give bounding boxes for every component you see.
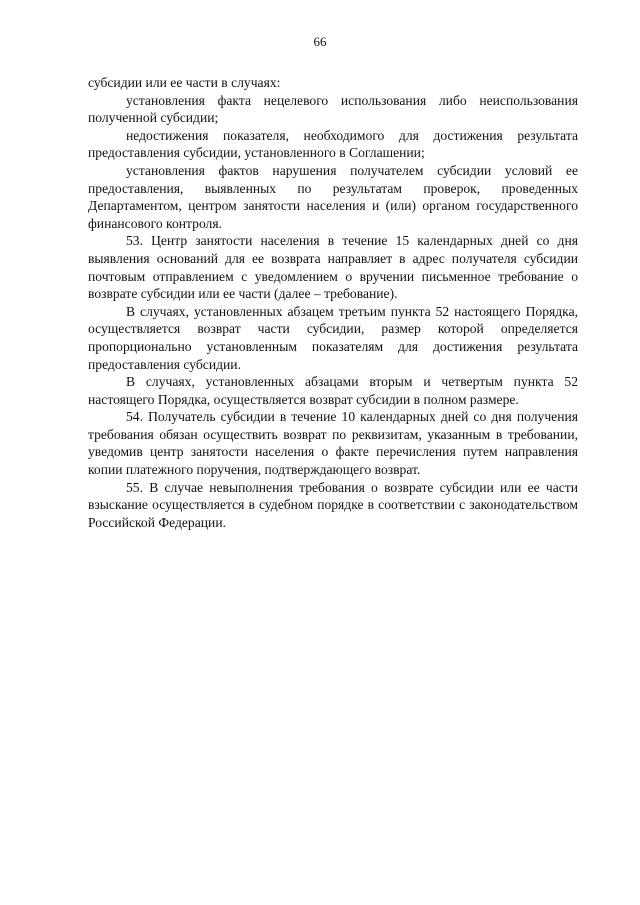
document-body <box>88 74 578 531</box>
paragraph-full-return: В случаях, установленных абзацами вторым и четвертым пункта 52 настоящего Порядка, осуществляется возврат субсидии в полном размере. <box>88 374 578 407</box>
paragraph-cases-intro: субсидии или ее части в случаях: <box>88 75 281 90</box>
paragraph-clause-55: 55. В случае невыполнения требования о возврате субсидии или ее части взыскание осуществляется в судебном порядке в соответствии с законодательством Российской Федерации. <box>88 479 578 530</box>
paragraph-violations: установления фактов нарушения получателем субсидии условий ее предоставления, выявленных по результатам проверок, проведенных Департаментом, центром занятости населения и (или) органом государственного финансового контроля. <box>88 162 578 231</box>
paragraph-indicator-not-achieved: недостижения показателя, необходимого для достижения результата предоставления субсидии, установленного в Соглашении; <box>88 127 578 161</box>
paragraph-partial-return: В случаях, установленных абзацем третьим пункта 52 настоящего Порядка, осуществляется возврат части субсидии, размер которой определяется пропорционально установленным показателям для достижения результата предоставления субсидии. <box>88 303 578 372</box>
paragraph-clause-54: 54. Получатель субсидии в течение 10 календарных дней со дня получения требования обязан осуществить возврат по реквизитам, указанным в требовании, уведомив центр занятости населения о факте перечисления путем направления копии платежного поручения, подтверждающего возврат. <box>88 409 578 478</box>
paragraph-misuse: установления факта нецелевого использования либо неиспользования полученной субсидии; <box>88 92 578 126</box>
page-number: 66 <box>313 34 327 49</box>
paragraph-clause-53: 53. Центр занятости населения в течение 15 календарных дней со дня выявления оснований для ее возврата направляет в адрес получателя субсидии почтовым отправлением с уведомлением о вручении письменное требование о возврате субсидии или ее части (далее – требование). <box>88 233 578 302</box>
